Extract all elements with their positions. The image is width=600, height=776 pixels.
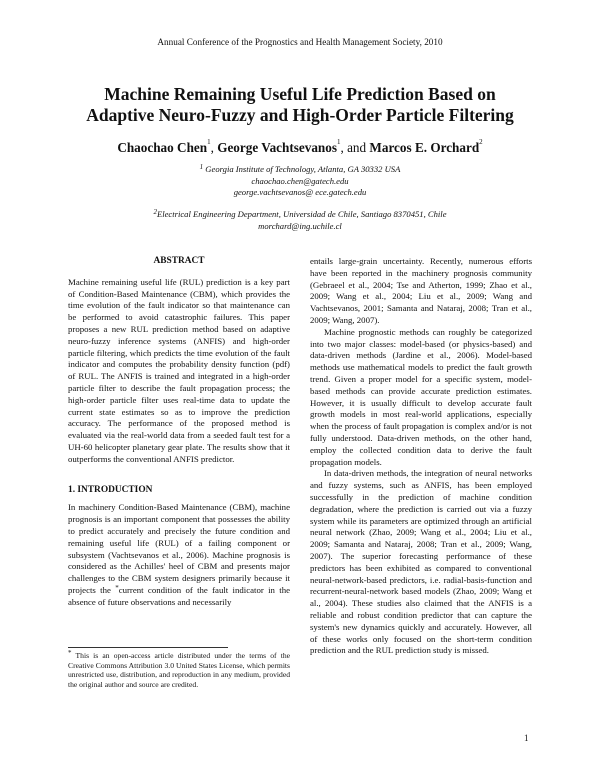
author-3-affiliation-mark: 2 [479,138,483,146]
author-separator: , [210,140,218,155]
abstract-text: Machine remaining useful life (RUL) prediction is a key part of Condition-Based Maintenance (CBM), which provides the time evolution of the fault indicator so that maintenance can be performed to avoid catastrophic failures. This paper proposes a new RUL prediction method based on adaptive neuro-fuzzy inference systems (ANFIS) and high-order particle filtering, which predicts the time evolution of the fault indicator and computes the probability density function (pdf) of RUL. The ANFIS is trained and integrated in a high-order particle filter to describe the fault propagation process; the high-order particle filter uses real-time data to update the current state estimates so as to improve the prediction accuracy. The performance of the proposed method is evaluated via the real-world data from a seeded fault test for a UH-60 helicopter planetary gear plate. The results show that it outperforms the conventional ANFIS predictor. [68,276,290,464]
author-2-affiliation-mark: 1 [336,138,341,146]
page-number: 1 [524,733,529,743]
affiliation-2: $^2$Electrical Engineering Department, Universidad de Chile, Santiago 8370451, Chile [153,208,447,219]
affiliation-1-mark: 1 [199,163,204,171]
running-header: Annual Conference of the Prognostics and Health Management Society, 2010 [157,37,443,47]
right-paragraph-1: entails large-grain uncertainty. Recently, numerous efforts have been reported in the machinery prognosis community (Gebraeel et al., 2004; Tse and Atherton, 1999; Zhao et al., 2009; Wang et al., 2004; Liu et al., 2009; Wang and Vachtsevanos, 2001; Samanta and Nataraj, 2008; Tran et al., 2009; Wang, 2007). [310,256,532,325]
author-3: Marcos E. Orchard [369,140,480,155]
email-2: george.vachtsevanos@ ece.gatech.edu [233,187,367,197]
left-column [68,256,290,609]
author-separator: , and [340,140,370,155]
affiliation-1: $^1$ Georgia Institute of Technology, Atlanta, GA 30332 USA [199,163,401,174]
abstract-heading: ABSTRACT [153,256,205,266]
license-footnote: * This is an open-access article distributed under the terms of the Creative Commons Attribution 3.0 United States License, which permits unrestricted use, distribution, and reproduction in any medium, provided the original author and source are credited. [68,649,290,689]
introduction-paragraph: In machinery Condition-Based Maintenance (CBM), machine prognosis is an important component that possesses the ability to predict accurately and precisely the future condition and remaining useful life (RUL) of a failing component or subsystem (Vachtsevanos et al., 2006). Machine prognosis is considered as the Achilles' heel of CBM and presents major challenges to the CBM system designers primarily because it projects the *current condition of the fault indicator in the absence of future observations and necessarily [68,502,290,607]
footnote-mark: * [115,583,119,592]
right-paragraph-2: Machine prognostic methods can roughly be categorized into two major classes: model-based (or physics-based) and data-driven methods (Jardine et al., 2006). Model-based methods use mathematical models to predict the fault growth trend. Given a proper model for a specific system, model-based methods can provide accurate prediction estimates. However, it is usually difficult to develop accurate fault growth models in most real-world applications, especially when the process of fault propagation is complex and/or is not fully understood. Data-driven methods, on the other hand, employ the collected condition data to derive the fault propagation models. [310,326,532,467]
introduction-heading: 1. INTRODUCTION [68,484,153,495]
paper-title [40,84,560,126]
right-paragraph-3: In data-driven methods, the integration of neural networks and fuzzy systems, such as ANFIS, has been employed successfully in the prediction of machine condition degradation, where the prediction is carried out via a fuzzy system while its parameters are optimized through an artificial neural network (Zhao, 2009; Wang et al., 2004; Liu et al., 2009; Samanta and Nataraj, 2008; Tran et al., 2009; Wang, 2007). The superior forecasting performance of these predictors has been exhibited as compared to conventional neural-network-based predictors, i.e. radial-basis-function and recurrent-neural-network based models (Zhao, 2009; Wang et al., 2004). These studies also claimed that the ANFIS is a reliable and robust condition predictor that can capture the system's new dynamics quickly and accurately. However, all of these works only focused on the short-term condition prediction and the RUL prediction study is missed. [310,468,532,656]
affiliation-2-block [40,209,560,232]
author-2: George Vachtsevanos [217,140,337,155]
right-column [310,256,532,657]
author-1: Chaochao Chen [117,140,208,155]
affiliation-2-mark: 2 [153,208,157,216]
affiliation-1-block [40,164,560,199]
email-1: chaochao.chen@gatech.edu [251,175,349,186]
title-line-1: Machine Remaining Useful Life Prediction Based on [104,84,496,104]
footnote-divider [68,647,228,648]
title-line-2: Adaptive Neuro-Fuzzy and High-Order Particle Filtering [86,105,514,125]
author-list [40,140,560,156]
author-1-affiliation-mark: 1 [207,138,211,146]
email-3: morchard@ing.uchile.cl [258,220,342,231]
footnote-star: * [68,649,72,657]
